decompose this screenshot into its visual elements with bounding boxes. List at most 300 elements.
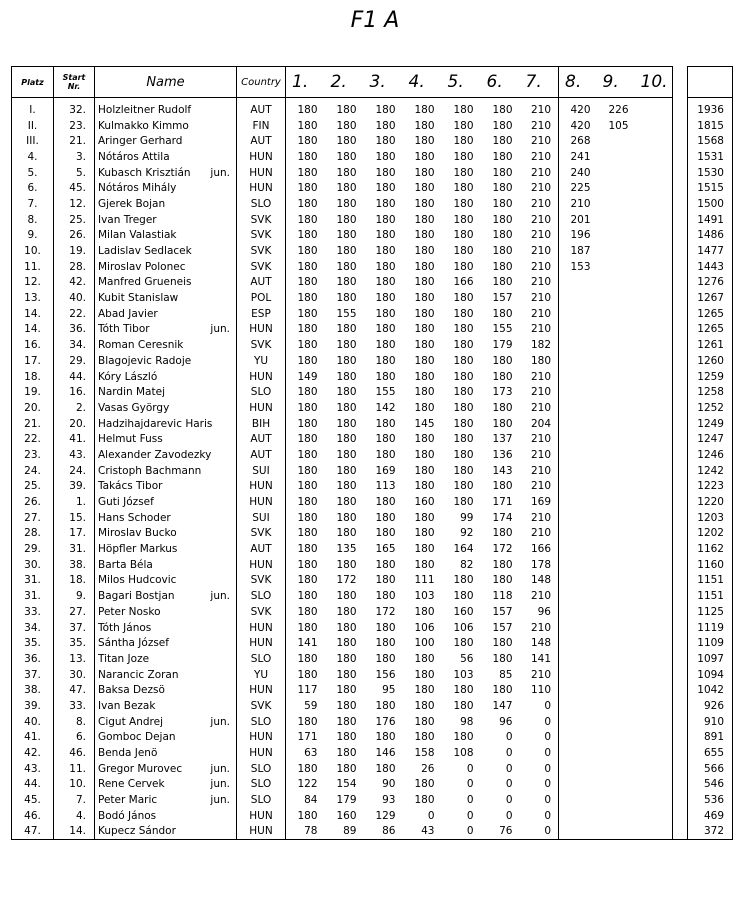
competitor-name: Nótáros Attila: [98, 150, 170, 163]
round-7-score: 210: [520, 322, 559, 338]
competitor-name: Kulmakko Kimmo: [98, 119, 189, 132]
competitor-name: Milos Hudcovic: [98, 574, 177, 587]
name-cell: [95, 259, 237, 275]
round-7-score: 148: [520, 573, 559, 589]
round-3-score: 180: [375, 652, 396, 665]
round-7-score: 141: [520, 651, 559, 667]
round-6-score: 118: [492, 590, 513, 603]
round-3-score: 180: [375, 260, 396, 273]
table-row: [12, 510, 733, 526]
competitor-name: Höpfler Markus: [98, 543, 178, 556]
round-5-score: 180: [453, 260, 474, 273]
gap-cell: [673, 322, 688, 338]
table-row: [12, 588, 733, 604]
start-number-cell: 20.: [54, 416, 95, 432]
round-4-score: 180: [414, 370, 435, 383]
round-7-score: 210: [520, 275, 559, 291]
table-row: [12, 557, 733, 573]
name-cell: [95, 384, 237, 400]
competitor-name: Cigut Andrej: [98, 715, 163, 728]
flyoff-10-score: [635, 479, 673, 495]
country-cell: YU: [237, 667, 286, 683]
flyoff-9-score: [597, 353, 635, 369]
name-cell: [95, 306, 237, 322]
place-cell: 20.: [12, 400, 54, 416]
competitor-name: Hadzihajdarevic Haris: [98, 417, 213, 430]
flyoff-10-score: [635, 745, 673, 761]
country-cell: SUI: [237, 510, 286, 526]
junior-suffix: jun.: [210, 166, 230, 179]
round-7-score: 0: [520, 761, 559, 777]
total-score: 1252: [688, 400, 733, 416]
start-number-cell: 11.: [54, 761, 95, 777]
flyoff-9-score: [597, 526, 635, 542]
name-cell: [95, 118, 237, 134]
start-number-cell: 5.: [54, 165, 95, 181]
country-cell: POL: [237, 290, 286, 306]
flyoff-10-score: [635, 698, 673, 714]
flyoff-10-score: [635, 196, 673, 212]
start-number-cell: 1.: [54, 494, 95, 510]
name-cell: [95, 228, 237, 244]
round-6-score: 171: [492, 496, 513, 509]
flyoff-8-score: [559, 494, 597, 510]
gap-cell: [673, 604, 688, 620]
gap-cell: [673, 730, 688, 746]
flyoff-8-score: [559, 635, 597, 651]
flyoff-8-score: [559, 463, 597, 479]
round-7-score: 210: [520, 526, 559, 542]
flyoff-9-score: [597, 447, 635, 463]
place-cell: 25.: [12, 479, 54, 495]
country-cell: HUN: [237, 369, 286, 385]
country-cell: HUN: [237, 180, 286, 196]
flyoff-8-score: 153: [559, 259, 597, 275]
place-cell: 27.: [12, 510, 54, 526]
table-row: [12, 118, 733, 134]
round-2-score: 180: [336, 699, 357, 712]
flyoff-9-score: [597, 635, 635, 651]
name-cell: [95, 447, 237, 463]
header-round-7: 7.: [520, 67, 559, 98]
flyoff-8-score: [559, 730, 597, 746]
competitor-name: Gregor Murovec: [98, 762, 183, 775]
round-3-score: 146: [375, 747, 396, 760]
round-2-score: 180: [336, 213, 357, 226]
country-cell: SVK: [237, 526, 286, 542]
start-number-cell: 14.: [54, 824, 95, 840]
round-2-score: 180: [336, 370, 357, 383]
flyoff-8-score: 240: [559, 165, 597, 181]
round-6-score: 180: [492, 307, 513, 320]
flyoff-10-score: [635, 400, 673, 416]
total-score: 1261: [688, 337, 733, 353]
flyoff-9-score: 105: [608, 119, 629, 132]
round-4-score: 180: [414, 464, 435, 477]
country-cell: ESP: [237, 306, 286, 322]
competitor-name: Titan Joze: [98, 652, 150, 665]
start-number-cell: 46.: [54, 745, 95, 761]
round-3-score: 180: [375, 558, 396, 571]
round-6-score: 180: [492, 166, 513, 179]
place-cell: 40.: [12, 714, 54, 730]
header-country: Country: [237, 67, 286, 98]
gap-cell: [673, 651, 688, 667]
place-cell: 36.: [12, 651, 54, 667]
country-cell: HUN: [237, 730, 286, 746]
round-2-score: 180: [336, 511, 357, 524]
round-4-score: 106: [414, 621, 435, 634]
round-3-score: 180: [375, 323, 396, 336]
flyoff-9-score: [597, 322, 635, 338]
flyoff-8-score: [559, 275, 597, 291]
flyoff-10-score: [635, 526, 673, 542]
place-cell: II.: [12, 118, 54, 134]
round-5-score: 0: [466, 809, 474, 822]
round-2-score: 180: [336, 527, 357, 540]
place-cell: 24.: [12, 463, 54, 479]
round-5-score: 180: [453, 292, 474, 305]
table-row: [12, 447, 733, 463]
flyoff-9-score: [597, 416, 635, 432]
round-3-score: 180: [375, 135, 396, 148]
gap-cell: [673, 808, 688, 824]
round-2-score: 180: [336, 496, 357, 509]
name-cell: [95, 337, 237, 353]
start-number-cell: 21.: [54, 133, 95, 149]
round-2-score: 180: [336, 260, 357, 273]
name-cell: [95, 290, 237, 306]
header-round-5: 5.: [442, 67, 481, 98]
round-6-score: 180: [492, 527, 513, 540]
flyoff-10-score: [635, 243, 673, 259]
flyoff-9-score: [597, 824, 635, 840]
start-number-cell: 38.: [54, 557, 95, 573]
start-number-cell: 26.: [54, 228, 95, 244]
competitor-name: Alexander Zavodezky: [98, 448, 212, 461]
round-6-score: 180: [492, 213, 513, 226]
name-cell: [95, 494, 237, 510]
total-score: 1486: [688, 228, 733, 244]
round-2-score: 180: [336, 386, 357, 399]
total-score: 1202: [688, 526, 733, 542]
round-5-score: 180: [453, 496, 474, 509]
round-3-score: 180: [375, 229, 396, 242]
flyoff-9-score: [597, 384, 635, 400]
flyoff-8-score: [559, 620, 597, 636]
total-score: 1477: [688, 243, 733, 259]
name-cell: [95, 808, 237, 824]
flyoff-9-score: [597, 604, 635, 620]
start-number-cell: 30.: [54, 667, 95, 683]
round-4-score: 180: [414, 511, 435, 524]
name-cell: [95, 792, 237, 808]
flyoff-10-score: [635, 777, 673, 793]
round-1-score: 122: [286, 777, 325, 793]
round-4-score: 180: [414, 354, 435, 367]
round-5-score: 180: [453, 307, 474, 320]
round-1-score: 180: [286, 306, 325, 322]
gap-cell: [673, 761, 688, 777]
name-cell: [95, 275, 237, 291]
flyoff-10-score: [635, 98, 673, 118]
country-cell: HUN: [237, 745, 286, 761]
round-4-score: 180: [414, 527, 435, 540]
start-number-cell: 36.: [54, 322, 95, 338]
round-5-score: 160: [453, 605, 474, 618]
country-cell: SUI: [237, 463, 286, 479]
round-4-score: 180: [414, 386, 435, 399]
flyoff-8-score: [559, 714, 597, 730]
round-1-score: 180: [286, 510, 325, 526]
place-cell: 26.: [12, 494, 54, 510]
header-flyoff-10: 10.: [635, 67, 673, 98]
gap-cell: [673, 510, 688, 526]
flyoff-8-score: [559, 479, 597, 495]
table-row: [12, 824, 733, 840]
round-2-score: 180: [336, 590, 357, 603]
round-6-score: 0: [505, 809, 513, 822]
table-row: [12, 196, 733, 212]
flyoff-10-score: [635, 290, 673, 306]
country-cell: SVK: [237, 573, 286, 589]
start-number-cell: 10.: [54, 777, 95, 793]
round-7-score: 210: [520, 290, 559, 306]
round-7-score: 210: [520, 510, 559, 526]
round-3-score: 180: [375, 166, 396, 179]
country-cell: SVK: [237, 228, 286, 244]
total-score: 1220: [688, 494, 733, 510]
round-2-score: 180: [336, 731, 357, 744]
gap-cell: [673, 526, 688, 542]
header-flyoff-9: 9.: [597, 67, 635, 98]
total-score: 1267: [688, 290, 733, 306]
flyoff-9-score: [597, 620, 635, 636]
gap-cell: [673, 337, 688, 353]
name-cell: [95, 196, 237, 212]
round-4-score: 180: [414, 558, 435, 571]
place-cell: 38.: [12, 682, 54, 698]
round-1-score: 180: [286, 541, 325, 557]
round-6-score: 157: [492, 605, 513, 618]
competitor-name: Roman Ceresnik: [98, 339, 184, 352]
round-4-score: 180: [414, 182, 435, 195]
name-cell: [95, 243, 237, 259]
round-5-score: 180: [453, 229, 474, 242]
round-1-score: 180: [286, 667, 325, 683]
flyoff-10-score: [635, 447, 673, 463]
competitor-name: Holzleitner Rudolf: [98, 103, 192, 116]
competitor-name: Kóry László: [98, 370, 158, 383]
start-number-cell: 12.: [54, 196, 95, 212]
round-2-score: 180: [336, 715, 357, 728]
round-3-score: 180: [375, 276, 396, 289]
name-cell: [95, 761, 237, 777]
round-7-score: 210: [520, 259, 559, 275]
total-score: 566: [688, 761, 733, 777]
total-score: 536: [688, 792, 733, 808]
flyoff-10-score: [635, 275, 673, 291]
competitor-name: Rene Cervek: [98, 778, 165, 791]
round-5-score: 180: [453, 354, 474, 367]
competitor-name: Benda Jenö: [98, 747, 158, 760]
round-2-score: 180: [336, 684, 357, 697]
round-4-score: 180: [414, 307, 435, 320]
total-score: 1119: [688, 620, 733, 636]
gap-cell: [673, 777, 688, 793]
flyoff-8-score: 201: [559, 212, 597, 228]
round-2-score: 154: [336, 778, 357, 791]
round-3-score: 180: [375, 119, 396, 132]
flyoff-9-score: [597, 667, 635, 683]
flyoff-10-score: [635, 133, 673, 149]
flyoff-8-score: [559, 337, 597, 353]
table-row: [12, 635, 733, 651]
competitor-name: Bodó János: [98, 809, 157, 822]
junior-suffix: jun.: [210, 323, 230, 336]
round-6-score: 180: [492, 574, 513, 587]
flyoff-9-score: [597, 259, 635, 275]
round-1-score: 180: [286, 761, 325, 777]
place-cell: 47.: [12, 824, 54, 840]
round-7-score: 0: [520, 824, 559, 840]
round-7-score: 182: [520, 337, 559, 353]
round-1-score: 180: [286, 557, 325, 573]
round-4-score: 180: [414, 119, 435, 132]
start-number-cell: 16.: [54, 384, 95, 400]
round-4-score: 180: [414, 605, 435, 618]
country-cell: AUT: [237, 133, 286, 149]
flyoff-10-score: [635, 510, 673, 526]
total-score: 1259: [688, 369, 733, 385]
round-2-score: 180: [336, 464, 357, 477]
country-cell: HUN: [237, 635, 286, 651]
start-number-cell: 44.: [54, 369, 95, 385]
flyoff-9-score: [597, 400, 635, 416]
start-number-cell: 25.: [54, 212, 95, 228]
start-number-cell: 6.: [54, 730, 95, 746]
place-cell: 8.: [12, 212, 54, 228]
total-score: 546: [688, 777, 733, 793]
flyoff-9-score: [597, 761, 635, 777]
place-cell: 6.: [12, 180, 54, 196]
competitor-name: Sántha József: [98, 637, 169, 650]
round-5-score: 108: [453, 747, 474, 760]
round-1-score: 180: [286, 196, 325, 212]
flyoff-10-score: [635, 573, 673, 589]
flyoff-10-score: [635, 463, 673, 479]
place-cell: 14.: [12, 322, 54, 338]
flyoff-10-score: [635, 588, 673, 604]
place-cell: 4.: [12, 149, 54, 165]
round-5-score: 180: [453, 401, 474, 414]
start-number-cell: 15.: [54, 510, 95, 526]
country-cell: HUN: [237, 322, 286, 338]
country-cell: SLO: [237, 384, 286, 400]
round-2-score: 180: [336, 150, 357, 163]
total-score: 1265: [688, 322, 733, 338]
name-cell: [95, 322, 237, 338]
flyoff-9-score: [597, 541, 635, 557]
flyoff-9-score: [597, 243, 635, 259]
round-6-score: 136: [492, 448, 513, 461]
round-1-score: 180: [286, 337, 325, 353]
name-cell: [95, 212, 237, 228]
round-5-score: 166: [453, 276, 474, 289]
gap-cell: [673, 463, 688, 479]
round-5-score: 92: [460, 527, 474, 540]
total-score: 1109: [688, 635, 733, 651]
flyoff-8-score: 225: [559, 180, 597, 196]
round-6-score: 180: [492, 103, 513, 116]
round-1-score: 180: [286, 588, 325, 604]
gap-cell: [673, 494, 688, 510]
table-row: [12, 808, 733, 824]
competitor-name: Aringer Gerhard: [98, 135, 183, 148]
place-cell: 39.: [12, 698, 54, 714]
round-4-score: 145: [414, 417, 435, 430]
round-1-score: 180: [286, 526, 325, 542]
flyoff-8-score: 268: [559, 133, 597, 149]
round-3-score: 176: [375, 715, 396, 728]
round-5-score: 180: [453, 684, 474, 697]
place-cell: 22.: [12, 431, 54, 447]
name-cell: [95, 557, 237, 573]
flyoff-10-score: [635, 604, 673, 620]
place-cell: 23.: [12, 447, 54, 463]
table-row: [12, 745, 733, 761]
round-1-score: 180: [286, 275, 325, 291]
round-7-score: 210: [520, 212, 559, 228]
start-number-cell: 42.: [54, 275, 95, 291]
round-4-score: 180: [414, 245, 435, 258]
flyoff-9-score: [597, 808, 635, 824]
round-3-score: 113: [375, 480, 396, 493]
round-4-score: 180: [414, 150, 435, 163]
name-cell: [95, 824, 237, 840]
round-1-score: 180: [286, 479, 325, 495]
table-row: [12, 714, 733, 730]
place-cell: 31.: [12, 588, 54, 604]
gap-cell: [673, 588, 688, 604]
table-row: [12, 494, 733, 510]
round-3-score: 180: [375, 527, 396, 540]
flyoff-10-score: [635, 557, 673, 573]
table-row: [12, 479, 733, 495]
round-2-score: 180: [336, 637, 357, 650]
table-row: [12, 337, 733, 353]
table-row: [12, 541, 733, 557]
total-score: 1125: [688, 604, 733, 620]
country-cell: HUN: [237, 557, 286, 573]
flyoff-9-score: [597, 745, 635, 761]
flyoff-8-score: [559, 526, 597, 542]
total-score: 1042: [688, 682, 733, 698]
header-flyoff-8: 8.: [559, 67, 597, 98]
total-score: 891: [688, 730, 733, 746]
header-total: [688, 67, 733, 98]
round-4-score: 180: [414, 794, 435, 807]
place-cell: 16.: [12, 337, 54, 353]
round-5-score: 56: [460, 652, 474, 665]
round-6-score: 0: [505, 731, 513, 744]
start-number-cell: 18.: [54, 573, 95, 589]
round-5-score: 180: [453, 433, 474, 446]
country-cell: HUN: [237, 494, 286, 510]
country-cell: SLO: [237, 792, 286, 808]
round-1-score: 180: [286, 714, 325, 730]
round-7-score: 0: [520, 698, 559, 714]
